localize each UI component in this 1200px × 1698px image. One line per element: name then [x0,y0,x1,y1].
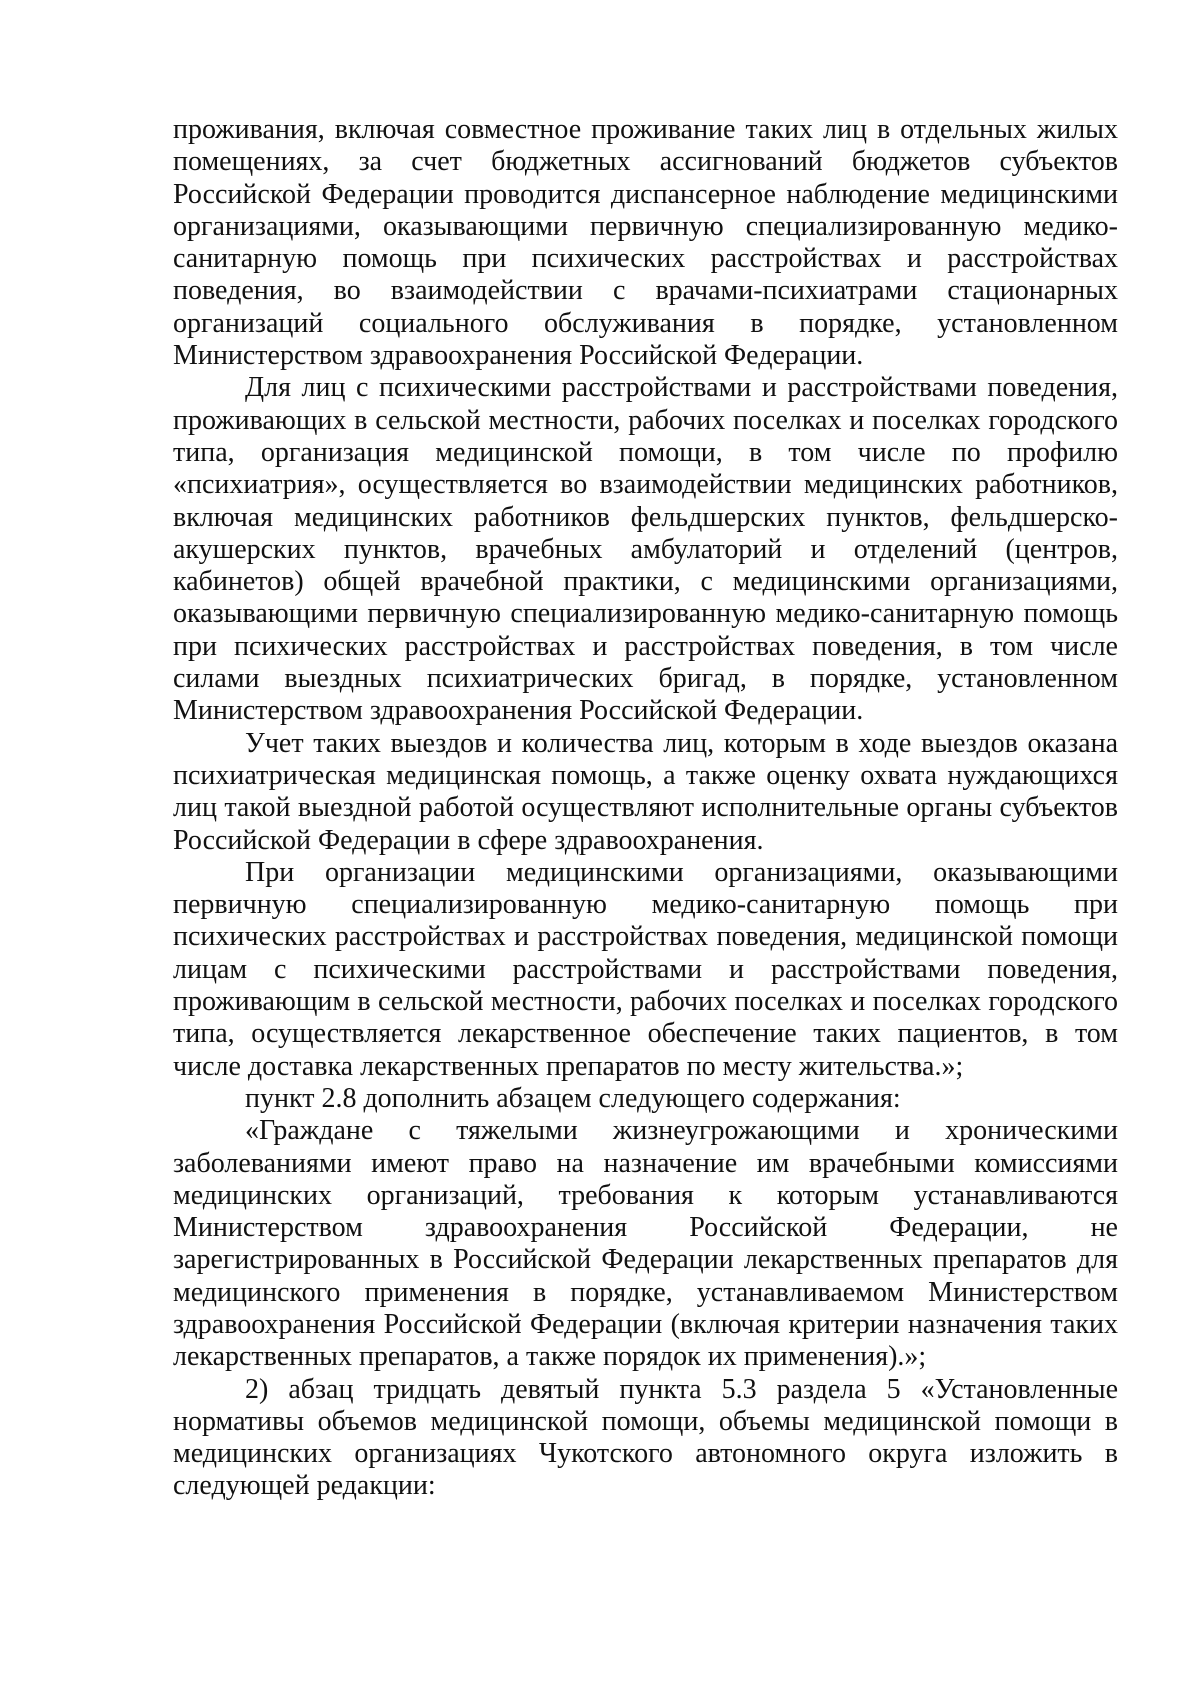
paragraph-drug-provision: При организации медицинскими организациями, оказывающими первичную специализированную медико-санитарную помощь при психических расстройствах и расстройствах поведения, медицинской помощи лицам с психическими расстройствами и расстройствами поведения, проживающим в сельской местности, рабочих поселках и поселках городского типа, осуществляется лекарственное обеспечение таких пациентов, в том числе доставка лекарственных препаратов по месту жительства.»; [173,856,1118,1082]
paragraph-unregistered-drugs: «Граждане с тяжелыми жизнеугрожающими и хроническими заболеваниями имеют право на назначение им врачебными комиссиями медицинских организаций, требования к которым устанавливаются Министерством здравоохранения Российской Федерации, не зарегистрированных в Российской Федерации лекарственных препаратов для медицинского применения в порядке, устанавливаемом Министерством здравоохранения Российской Федерации (включая критерии назначения таких лекарственных препаратов, а также порядок их применения).»; [173,1115,1118,1373]
paragraph-amendment-5-3: 2) абзац тридцать девятый пункта 5.3 раздела 5 «Установленные нормативы объемов медицинской помощи, объемы медицинской помощи в медицинских организациях Чукотского автономного округа изложить в следующей редакции: [173,1373,1118,1502]
paragraph-continuation: проживания, включая совместное проживание таких лиц в отдельных жилых помещениях, за счет бюджетных ассигнований бюджетов субъектов Российской Федерации проводится диспансерное наблюдение медицинскими организациями, оказывающими первичную специализированную медико-санитарную помощь при психических расстройствах и расстройствах поведения, во взаимодействии с врачами-психиатрами стационарных организаций социального обслуживания в порядке, установленном Министерством здравоохранения Российской Федерации. [173,114,1118,372]
document-body [173,114,1118,1503]
paragraph-amendment-2-8: пункт 2.8 дополнить абзацем следующего содержания: [245,1082,901,1114]
paragraph-visits-accounting: Учет таких выездов и количества лиц, которым в ходе выездов оказана психиатрическая медицинская помощь, а также оценку охвата нуждающихся лиц такой выездной работой осуществляют исполнительные органы субъектов Российской Федерации в сфере здравоохранения. [173,727,1118,856]
paragraph-rural-care: Для лиц с психическими расстройствами и расстройствами поведения, проживающих в сельской местности, рабочих поселках и поселках городского типа, организация медицинской помощи, в том числе по профилю «психиатрия», осуществляется во взаимодействии медицинских работников, включая медицинских работников фельдшерских пунктов, фельдшерско-акушерских пунктов, врачебных амбулаторий и отделений (центров, кабинетов) общей врачебной практики, с медицинскими организациями, оказывающими первичную специализированную медико-санитарную помощь при психических расстройствах и расстройствах поведения, в том числе силами выездных психиатрических бригад, в порядке, установленном Министерством здравоохранения Российской Федерации. [173,372,1118,727]
